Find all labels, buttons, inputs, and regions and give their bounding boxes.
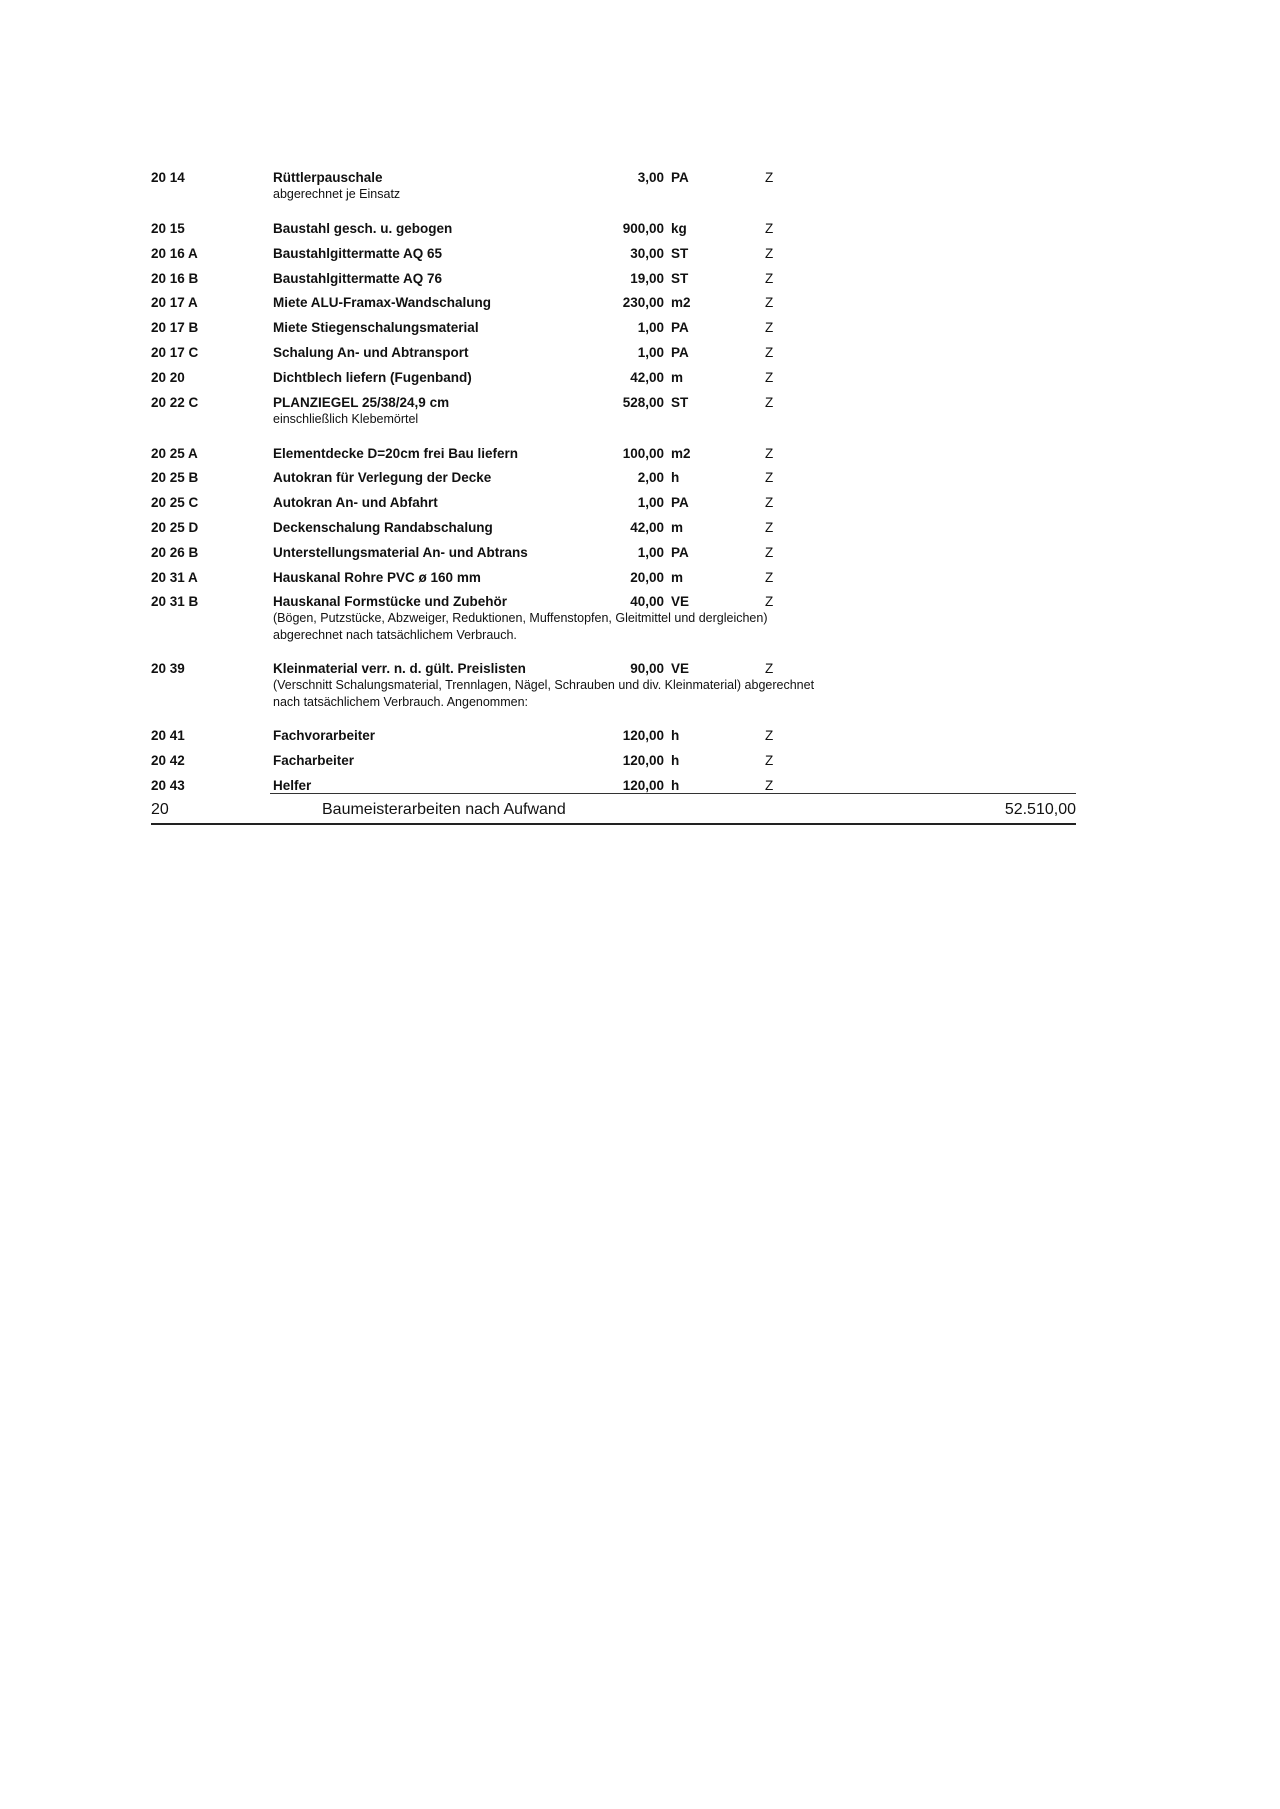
- table-row: [0, 170, 1280, 211]
- item-flag: Z: [765, 295, 774, 311]
- item-unit: h: [671, 777, 680, 793]
- item-unit: h: [671, 470, 680, 486]
- item-unit: PA: [671, 320, 689, 336]
- item-flag: Z: [765, 394, 774, 410]
- item-note: einschließlich Klebemörtel: [273, 411, 419, 426]
- item-quantity: 120,00: [622, 728, 664, 744]
- item-quantity: 3,00: [637, 170, 664, 185]
- item-description: Kleinmaterial verr. n. d. gült. Preislisten: [273, 661, 526, 677]
- item-note: (Bögen, Putzstücke, Abzweiger, Reduktionen, Muffenstopfen, Gleitmittel und dergleichen): [273, 611, 768, 626]
- item-description: Helfer: [273, 777, 312, 793]
- item-unit: PA: [671, 495, 689, 511]
- item-flag: Z: [765, 728, 774, 744]
- summary-position: 20: [151, 801, 169, 818]
- item-position: 20 16 A: [151, 245, 198, 261]
- item-description: Schalung An- und Abtransport: [273, 344, 469, 360]
- item-position: 20 43: [151, 777, 185, 793]
- item-quantity: 100,00: [622, 445, 664, 461]
- item-description: Autokran für Verlegung der Decke: [273, 470, 492, 486]
- item-description: Baustahlgittermatte AQ 65: [273, 245, 443, 261]
- item-unit: ST: [671, 394, 689, 410]
- table-row: [0, 320, 1280, 345]
- item-unit: PA: [671, 544, 689, 560]
- item-description: Facharbeiter: [273, 753, 355, 769]
- item-unit: PA: [671, 344, 689, 360]
- item-flag: Z: [765, 344, 774, 360]
- item-flag: Z: [765, 519, 774, 535]
- item-position: 20 22 C: [151, 394, 199, 410]
- item-position: 20 16 B: [151, 270, 199, 286]
- item-flag: Z: [765, 170, 774, 185]
- item-description: Fachvorarbeiter: [273, 728, 376, 744]
- item-unit: ST: [671, 245, 689, 261]
- item-unit: m: [671, 369, 684, 385]
- table-row: [0, 395, 1280, 436]
- item-position: 20 17 C: [151, 344, 199, 360]
- item-flag: Z: [765, 544, 774, 560]
- item-description: Baustahlgittermatte AQ 76: [273, 270, 443, 286]
- item-description: PLANZIEGEL 25/38/24,9 cm: [273, 394, 450, 410]
- item-quantity: 1,00: [637, 544, 664, 560]
- item-position: 20 39: [151, 661, 185, 677]
- item-position: 20 26 B: [151, 544, 199, 560]
- item-position: 20 20: [151, 369, 185, 385]
- table-row: [0, 470, 1280, 495]
- item-flag: Z: [765, 320, 774, 336]
- item-description: Miete ALU-Framax-Wandschalung: [273, 295, 492, 311]
- item-flag: Z: [765, 470, 774, 486]
- item-flag: Z: [765, 661, 774, 677]
- item-description: Unterstellungsmaterial An- und Abtrans: [273, 544, 528, 560]
- item-unit: ST: [671, 270, 689, 286]
- table-row: [0, 661, 1280, 718]
- table-row: [0, 753, 1280, 778]
- item-note: (Verschnitt Schalungsmaterial, Trennlagen, Nägel, Schrauben und div. Kleinmaterial) abgerechnet: [273, 678, 815, 693]
- item-quantity: 40,00: [630, 594, 664, 610]
- table-row: [0, 594, 1280, 651]
- item-unit: m: [671, 519, 684, 535]
- item-unit: VE: [671, 661, 690, 677]
- item-quantity: 528,00: [622, 394, 664, 410]
- item-position: 20 25 B: [151, 470, 199, 486]
- item-description: Deckenschalung Randabschalung: [273, 519, 493, 535]
- item-unit: VE: [671, 594, 690, 610]
- item-description: Dichtblech liefern (Fugenband): [273, 369, 472, 385]
- item-quantity: 30,00: [630, 245, 664, 261]
- item-description: Miete Stiegenschalungsmaterial: [273, 320, 479, 336]
- table-row: [0, 778, 1280, 803]
- item-description: Hauskanal Formstücke und Zubehör: [273, 594, 508, 610]
- item-quantity: 20,00: [630, 569, 664, 585]
- item-flag: Z: [765, 753, 774, 769]
- item-unit: m: [671, 569, 684, 585]
- item-note: abgerechnet nach tatsächlichem Verbrauch.: [273, 628, 517, 643]
- table-row: [0, 495, 1280, 520]
- item-flag: Z: [765, 245, 774, 261]
- item-quantity: 120,00: [622, 777, 664, 793]
- item-flag: Z: [765, 777, 774, 793]
- item-position: 20 25 C: [151, 495, 199, 511]
- table-end-rule: [270, 793, 1076, 794]
- table-row: [0, 446, 1280, 471]
- item-unit: kg: [671, 221, 687, 236]
- summary-title: Baumeisterarbeiten nach Aufwand: [322, 801, 566, 818]
- item-flag: Z: [765, 270, 774, 286]
- item-position: 20 17 B: [151, 320, 199, 336]
- table-row: [0, 295, 1280, 320]
- item-position: 20 17 A: [151, 295, 198, 311]
- item-flag: Z: [765, 221, 774, 236]
- summary-underline: [151, 823, 1076, 825]
- item-position: 20 42: [151, 753, 185, 769]
- item-flag: Z: [765, 594, 774, 610]
- item-position: 20 31 A: [151, 569, 198, 585]
- item-position: 20 25 A: [151, 445, 198, 461]
- item-quantity: 2,00: [637, 470, 664, 486]
- item-flag: Z: [765, 569, 774, 585]
- item-unit: h: [671, 753, 680, 769]
- table-row: [0, 221, 1280, 246]
- item-description: Elementdecke D=20cm frei Bau liefern: [273, 445, 518, 461]
- table-row: [0, 370, 1280, 395]
- table-row: [0, 246, 1280, 271]
- item-unit: PA: [671, 170, 689, 185]
- item-quantity: 900,00: [622, 221, 664, 236]
- item-quantity: 90,00: [630, 661, 664, 677]
- item-description: Autokran An- und Abfahrt: [273, 495, 438, 511]
- summary-total: 52.510,00: [1004, 801, 1076, 818]
- table-row: [0, 570, 1280, 595]
- item-list: [0, 170, 1280, 803]
- item-description: Hauskanal Rohre PVC ø 160 mm: [273, 569, 481, 585]
- item-quantity: 19,00: [630, 270, 664, 286]
- item-unit: h: [671, 728, 680, 744]
- item-note: nach tatsächlichem Verbrauch. Angenommen:: [273, 695, 529, 710]
- item-unit: m2: [671, 295, 691, 311]
- table-row: [0, 520, 1280, 545]
- item-quantity: 1,00: [637, 344, 664, 360]
- item-flag: Z: [765, 369, 774, 385]
- item-quantity: 1,00: [637, 320, 664, 336]
- item-quantity: 42,00: [630, 369, 664, 385]
- item-quantity: 42,00: [630, 519, 664, 535]
- table-row: [0, 345, 1280, 370]
- item-quantity: 120,00: [622, 753, 664, 769]
- table-row: [0, 728, 1280, 753]
- item-flag: Z: [765, 445, 774, 461]
- item-position: 20 14: [151, 170, 185, 185]
- item-note: abgerechnet je Einsatz: [273, 187, 401, 201]
- item-position: 20 25 D: [151, 519, 199, 535]
- item-unit: m2: [671, 445, 691, 461]
- item-quantity: 230,00: [622, 295, 664, 311]
- item-description: Rüttlerpauschale: [273, 170, 383, 185]
- item-quantity: 1,00: [637, 495, 664, 511]
- table-row: [0, 271, 1280, 296]
- item-position: 20 31 B: [151, 594, 199, 610]
- item-position: 20 15: [151, 221, 185, 236]
- item-flag: Z: [765, 495, 774, 511]
- item-description: Baustahl gesch. u. gebogen: [273, 221, 453, 236]
- table-row: [0, 545, 1280, 570]
- item-position: 20 41: [151, 728, 185, 744]
